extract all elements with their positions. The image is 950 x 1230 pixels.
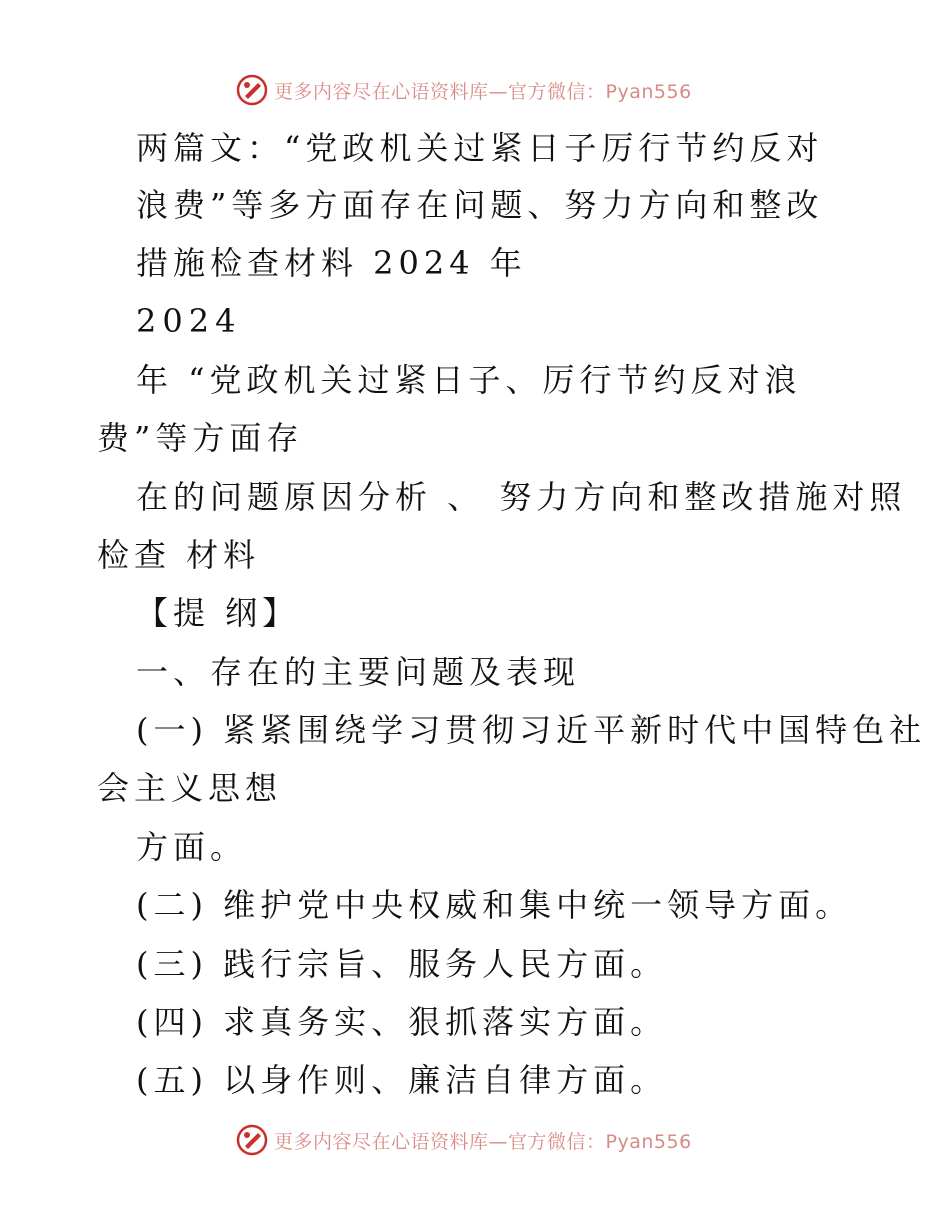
title-line-2: 浪费”等多方面存在问题、努力方向和整改 — [136, 186, 824, 224]
footer-banner-text: 更多内容尽在心语资料库—官方微信：Pyan556 — [274, 1130, 692, 1153]
brand-logo-icon — [236, 74, 268, 106]
outline-item-5: (五) 以身作则、廉洁自律方面。 — [136, 1061, 668, 1099]
body-line-3: 费”等方面存 — [97, 419, 304, 457]
section-heading: 一、存在的主要问题及表现 — [136, 653, 581, 691]
outline-item-1: (一) 紧紧围绕学习贯彻习近平新时代中国特色社 — [136, 711, 927, 749]
outline-item-1-end: 方面。 — [136, 828, 248, 866]
body-line-1: 2024 — [136, 302, 242, 340]
title-line-3: 措施检查材料 2024 年 — [136, 244, 527, 282]
outline-item-2: (二) 维护党中央权威和集中统一领导方面。 — [136, 886, 853, 924]
brand-logo-icon — [236, 1124, 268, 1156]
title-line-1: 两篇文：“党政机关过紧日子厉行节约反对 — [136, 129, 824, 167]
header-banner-text: 更多内容尽在心语资料库—官方微信：Pyan556 — [274, 80, 692, 103]
body-line-5: 检查 材料 — [97, 536, 261, 574]
outline-item-1-cont: 会主义思想 — [97, 769, 283, 807]
outline-item-4: (四) 求真务实、狠抓落实方面。 — [136, 1003, 668, 1041]
outline-item-3: (三) 践行宗旨、服务人民方面。 — [136, 945, 668, 983]
footer-banner — [236, 1120, 692, 1160]
body-line-4: 在的问题原因分析 、 努力方向和整改措施对照 — [136, 478, 907, 516]
outline-heading: 【提 纲】 — [136, 594, 300, 632]
header-banner — [236, 70, 692, 110]
body-line-2: 年 “党政机关过紧日子、厉行节约反对浪 — [136, 361, 802, 399]
